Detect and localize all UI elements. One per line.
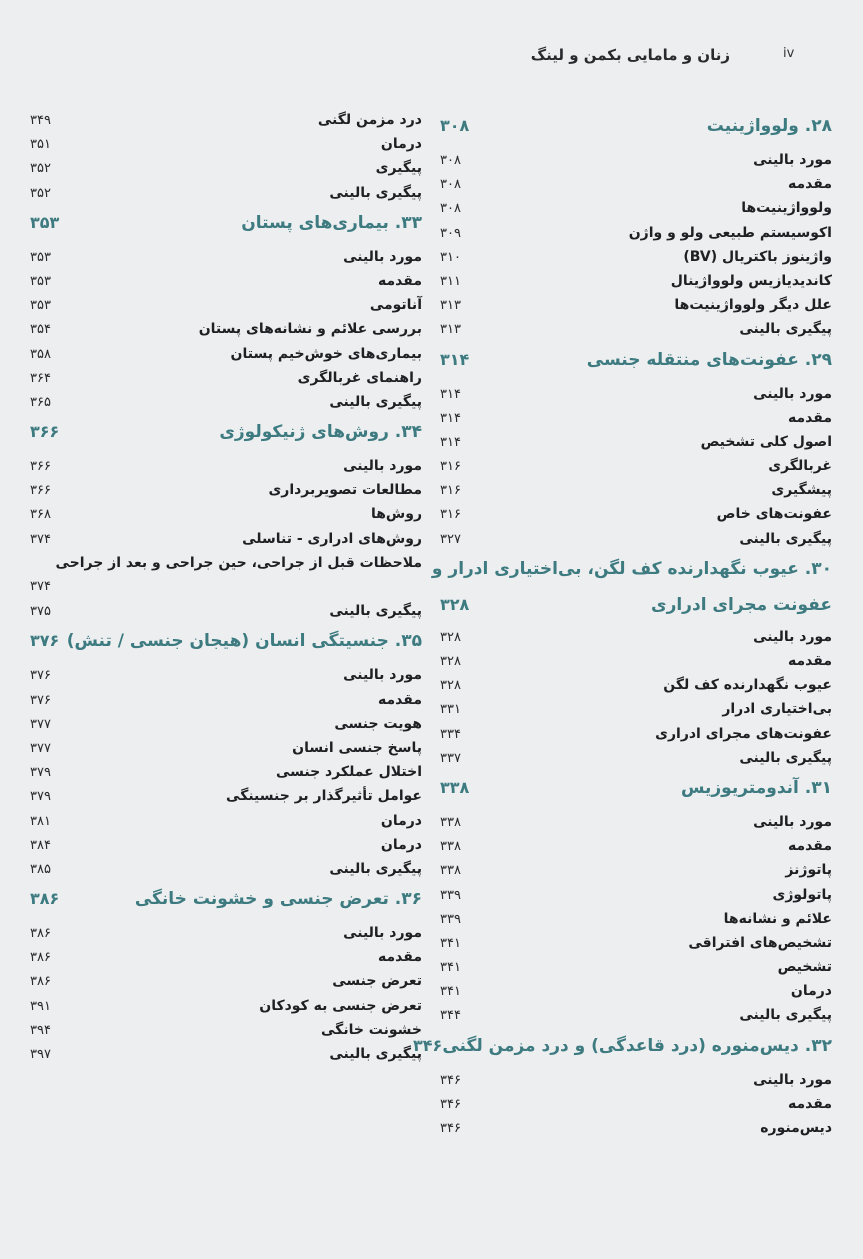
entry-page-number: ۳۳۸: [440, 814, 461, 830]
entry-title: درد مزمن لگنی: [317, 112, 422, 128]
toc-entry: [440, 1072, 832, 1096]
toc-entry: [440, 410, 832, 434]
toc-entry: [440, 726, 832, 750]
entry-title: درمان: [790, 983, 832, 1000]
entry-page-number: ۳۸۱: [30, 813, 51, 829]
entry-title: اکوسیستم طبیعی ولو و واژن: [628, 224, 832, 241]
entry-page-number: ۳۷۴: [30, 531, 51, 547]
entry-page-number: ۳۸۶: [30, 974, 51, 990]
entry-page-number: ۳۳۱: [440, 702, 461, 718]
entry-title: مقدمه: [788, 1095, 832, 1112]
entry-title: پیگیری بالینی: [739, 749, 832, 766]
entry-title: مقدمه: [378, 691, 422, 708]
entry-title: تشخیص: [777, 959, 832, 976]
entry-page-number: ۳۴۶: [440, 1072, 461, 1088]
entry-title: مورد بالینی: [343, 925, 422, 942]
entry-title: مورد بالینی: [753, 628, 832, 645]
chapter-page-number: ۳۸۶: [30, 889, 60, 909]
toc-entry: [30, 861, 422, 885]
entry-page-number: ۳۷۶: [30, 692, 51, 708]
toc-column-right: [413, 112, 832, 1144]
entry-title: مورد بالینی: [753, 385, 832, 402]
entry-page-number: ۳۳۹: [440, 887, 461, 903]
entry-title: روش‌های ادراری - تناسلی: [242, 530, 422, 547]
toc-entry: [440, 1096, 832, 1120]
entry-title: بیماری‌های خوش‌خیم پستان: [230, 345, 422, 362]
entry-page-number: ۳۵۳: [30, 298, 51, 314]
entry-title: مورد بالینی: [753, 813, 832, 830]
toc-entry: [30, 1046, 422, 1070]
chapter-title: ۳۱. آندومتریوزیس: [680, 777, 832, 798]
entry-page-number: ۳۱۶: [440, 483, 461, 499]
entry-title: علائم و نشانه‌ها: [723, 910, 832, 927]
toc-entry: [440, 983, 832, 1007]
toc-entry: [440, 1007, 832, 1031]
entry-title: مورد بالینی: [343, 458, 422, 475]
toc-entry: [30, 249, 422, 273]
entry-page-number: ۳۶۴: [30, 370, 51, 386]
toc-entry: [30, 370, 422, 394]
entry-title: پیگیری بالینی: [329, 1046, 422, 1062]
toc-entry: [30, 692, 422, 716]
entry-page-number: ۳۲۸: [440, 654, 461, 669]
toc-chapter-heading: [440, 774, 832, 814]
entry-title: درمان: [380, 812, 422, 829]
entry-title: درمان: [380, 836, 422, 853]
entry-title: ولوواژینیت‌ها: [741, 200, 832, 217]
toc-entry-continued: [30, 579, 422, 603]
chapter-title: ۳۰. عیوب نگهدارنده کف لگن، بی‌اختیاری ادرار و: [431, 558, 832, 579]
entry-page-number: ۳۲۸: [440, 629, 461, 645]
entry-title: غربالگری: [768, 458, 832, 475]
entry-page-number: ۳۸۶: [30, 950, 51, 966]
entry-page-number: ۳۳۷: [440, 750, 461, 766]
chapter-page-number: ۳۶۶: [30, 422, 60, 442]
chapter-title: ۳۳. بیماری‌های پستان: [241, 212, 422, 233]
toc-entry: [30, 925, 422, 949]
entry-page-number: ۳۴۶: [440, 1096, 461, 1112]
toc-entry: [440, 434, 832, 458]
chapter-page-number: ۳۵۳: [30, 212, 60, 232]
entry-page-number: ۳۷۵: [30, 604, 51, 620]
entry-page-number: ۳۷۶: [30, 668, 51, 684]
entry-title: علل دیگر ولوواژینیت‌ها: [674, 297, 832, 314]
toc-entry: [440, 701, 832, 725]
toc-entry: [30, 949, 422, 973]
entry-page-number: ۳۹۱: [30, 998, 51, 1014]
entry-title: مطالعات تصویربرداری: [268, 482, 422, 499]
chapter-title: ۲۹. عفونت‌های منتقله جنسی: [586, 349, 832, 370]
entry-page-number: ۳۴۶: [440, 1121, 461, 1136]
entry-page-number: ۳۰۸: [440, 201, 461, 217]
entry-page-number: ۳۵۲: [30, 161, 51, 177]
entry-title: پیگیری: [375, 160, 422, 177]
toc-entry: [440, 862, 832, 886]
entry-title: تعرض جنسی: [332, 973, 422, 990]
entry-title: پاتوژنز: [785, 862, 832, 879]
toc-entry: [440, 321, 832, 345]
entry-title: پیگیری بالینی: [329, 184, 422, 201]
toc-entry: [440, 200, 832, 224]
toc-chapter-heading: [440, 346, 832, 386]
chapter-title: ۲۸. ولوواژینیت: [706, 116, 832, 136]
toc-entry: [440, 935, 832, 959]
entry-page-number: ۳۰۸: [440, 177, 461, 193]
toc-entry: [30, 555, 422, 579]
entry-title: روش‌ها: [370, 506, 422, 523]
toc-entry: [440, 1120, 832, 1144]
entry-title: هویت جنسی: [334, 715, 422, 732]
entry-title: پیگیری بالینی: [329, 860, 422, 877]
entry-page-number: ۳۰۹: [440, 225, 461, 241]
toc-entry: [440, 458, 832, 482]
entry-page-number: ۳۳۸: [440, 863, 461, 879]
entry-page-number: ۳۴۱: [440, 960, 461, 976]
entry-page-number: ۳۷۴: [30, 579, 51, 594]
entry-page-number: ۳۱۴: [440, 434, 461, 450]
chapter-title: ۳۴. روش‌های ژنیکولوژی: [219, 422, 422, 443]
toc-entry: [440, 482, 832, 506]
toc-entry: [30, 185, 422, 209]
toc-entry: [30, 160, 422, 184]
toc-entry: [440, 677, 832, 701]
entry-title: عیوب نگهدارنده کف لگن: [663, 677, 832, 694]
entry-page-number: ۳۴۱: [440, 984, 461, 1000]
toc-entry: [440, 531, 832, 555]
toc-entry: [440, 887, 832, 911]
toc-entry: [30, 112, 422, 136]
entry-title: پیگیری بالینی: [329, 603, 422, 620]
chapter-title: ۳۲. دیس‌منوره (درد قاعدگی) و درد مزمن لگنی: [442, 1035, 832, 1056]
entry-page-number: ۳۵۸: [30, 346, 51, 362]
entry-title: مقدمه: [378, 272, 422, 289]
chapter-page-number: ۳۲۸: [440, 594, 470, 614]
toc-chapter-heading: [30, 627, 422, 667]
toc-entry: [440, 814, 832, 838]
toc-entry: [440, 838, 832, 862]
entry-title: اصول کلی تشخیص: [700, 433, 832, 450]
entry-page-number: ۳۵۱: [30, 137, 51, 153]
entry-page-number: ۳۵۳: [30, 273, 51, 289]
page-header: [0, 46, 863, 70]
toc-entry: [30, 998, 422, 1022]
chapter-page-number: ۳۷۶: [30, 631, 60, 651]
toc-entry: [440, 750, 832, 774]
entry-title: پاتولوژی: [772, 886, 832, 903]
entry-title: درمان: [380, 136, 422, 153]
entry-page-number: ۳۷۷: [30, 740, 51, 756]
entry-title: خشونت خانگی: [321, 1021, 422, 1038]
toc-entry: [30, 667, 422, 691]
entry-title: مقدمه: [788, 838, 832, 855]
toc-entry: [30, 458, 422, 482]
chapter-title: ۳۵. جنسیتگی انسان (هیجان جنسی / تنش): [66, 631, 422, 652]
entry-page-number: ۳۳۹: [440, 911, 461, 927]
entry-title: مورد بالینی: [343, 248, 422, 265]
entry-page-number: ۳۹۷: [30, 1047, 51, 1062]
entry-page-number: ۳۴۴: [440, 1008, 461, 1024]
entry-title: پیگیری بالینی: [739, 530, 832, 547]
entry-page-number: ۳۴۱: [440, 935, 461, 951]
book-title: زنان و مامایی بکمن و لینگ: [530, 46, 730, 64]
toc-entry: [30, 506, 422, 530]
entry-page-number: ۳۱۰: [440, 249, 461, 265]
toc-entry: [440, 506, 832, 530]
toc-entry: [440, 249, 832, 273]
entry-title: واژینوز باکتریال (BV): [683, 248, 832, 265]
toc-entry: [440, 386, 832, 410]
toc-entry: [30, 531, 422, 555]
entry-page-number: ۳۱۳: [440, 298, 461, 314]
entry-page-number: ۳۳۸: [440, 839, 461, 855]
chapter-page-number: ۳۳۸: [440, 777, 470, 797]
entry-title: تعرض جنسی به کودکان: [259, 997, 422, 1014]
entry-page-number: ۳۱۴: [440, 386, 461, 402]
entry-title: بی‌اختیاری ادرار: [722, 701, 832, 718]
entry-page-number: ۳۵۴: [30, 322, 51, 338]
entry-page-number: ۳۱۴: [440, 410, 461, 426]
toc-entry: [30, 297, 422, 321]
toc-entry: [30, 837, 422, 861]
entry-title: پیشگیری: [771, 482, 832, 499]
entry-page-number: ۳۸۵: [30, 861, 51, 877]
entry-title: آناتومی: [369, 297, 422, 314]
toc-entry: [440, 225, 832, 249]
entry-page-number: ۳۶۸: [30, 507, 51, 523]
entry-page-number: ۳۷۷: [30, 716, 51, 732]
toc-entry: [440, 297, 832, 321]
entry-page-number: ۳۹۴: [30, 1022, 51, 1038]
toc-entry: [30, 273, 422, 297]
entry-title: اختلال عملکرد جنسی: [275, 764, 422, 781]
toc-entry: [30, 740, 422, 764]
entry-title: پیگیری بالینی: [739, 321, 832, 338]
entry-page-number: ۳۸۴: [30, 837, 51, 853]
entry-page-number: ۳۷۹: [30, 789, 51, 805]
toc-chapter-heading: [431, 555, 832, 595]
entry-page-number: ۳۵۲: [30, 185, 51, 201]
toc-chapter-heading: [30, 209, 422, 249]
toc-chapter-heading: [30, 418, 422, 458]
entry-page-number: ۳۸۶: [30, 926, 51, 942]
toc-entry: [30, 321, 422, 345]
entry-page-number: ۳۱۶: [440, 507, 461, 523]
entry-title: کاندیدیازیس ولوواژینال: [670, 272, 832, 289]
toc-chapter-heading: [440, 112, 832, 152]
toc-entry: [440, 629, 832, 653]
toc-entry: [440, 152, 832, 176]
toc-entry: [30, 394, 422, 418]
toc-entry: [30, 716, 422, 740]
chapter-title-line2: عفونت مجرای ادراری: [650, 594, 832, 615]
entry-page-number: ۳۱۱: [440, 273, 461, 289]
entry-page-number: ۳۲۸: [440, 678, 461, 694]
entry-title: پیگیری بالینی: [739, 1007, 832, 1024]
toc-entry: [440, 653, 832, 677]
entry-title: پاسخ جنسی انسان: [292, 739, 422, 756]
chapter-page-number: ۳۰۸: [440, 116, 470, 135]
entry-title: عوامل تأثیرگذار بر جنسینگی: [226, 788, 422, 805]
toc-entry: [30, 136, 422, 160]
entry-page-number: ۳۴۹: [30, 113, 51, 128]
toc-entry: [440, 176, 832, 200]
toc-entry: [440, 911, 832, 935]
toc-entry: [30, 764, 422, 788]
entry-title: عفونت‌های مجرای ادراری: [655, 725, 832, 742]
entry-page-number: ۳۲۷: [440, 531, 461, 547]
entry-title: مقدمه: [788, 653, 832, 669]
entry-title: ملاحظات قبل از جراحی، حین جراحی و بعد از جراحی: [55, 554, 422, 571]
toc-entry: [30, 603, 422, 627]
chapter-title: ۳۶. تعرض جنسی و خشونت خانگی: [134, 889, 422, 910]
entry-title: مورد بالینی: [753, 1071, 832, 1088]
entry-title: مقدمه: [788, 176, 832, 193]
entry-page-number: ۳۷۹: [30, 765, 51, 781]
toc-chapter-heading: [413, 1032, 832, 1072]
entry-title: مقدمه: [788, 409, 832, 426]
entry-page-number: ۳۶۶: [30, 459, 51, 475]
toc-chapter-heading: [30, 885, 422, 925]
entry-title: مورد بالینی: [753, 152, 832, 168]
entry-page-number: ۳۳۴: [440, 726, 461, 742]
entry-title: دیس‌منوره: [760, 1120, 832, 1136]
toc-entry: [440, 273, 832, 297]
entry-title: پیگیری بالینی: [329, 393, 422, 410]
entry-page-number: ۳۱۶: [440, 459, 461, 475]
entry-title: مقدمه: [378, 949, 422, 966]
toc-entry: [30, 1022, 422, 1046]
entry-title: بررسی علائم و نشانه‌های پستان: [198, 321, 422, 338]
entry-page-number: ۳۵۳: [30, 249, 51, 265]
toc-entry: [30, 813, 422, 837]
toc-entry: [30, 346, 422, 370]
entry-title: تشخیص‌های افتراقی: [688, 934, 832, 951]
toc-entry: [30, 973, 422, 997]
page-number: iv: [783, 46, 795, 61]
chapter-page-number: ۳۴۶: [413, 1035, 443, 1055]
entry-page-number: ۳۱۳: [440, 322, 461, 338]
entry-page-number: ۳۰۸: [440, 153, 461, 168]
toc-chapter-heading-continued: [440, 595, 832, 629]
entry-page-number: ۳۶۵: [30, 394, 51, 410]
entry-title: عفونت‌های خاص: [716, 506, 832, 523]
entry-title: مورد بالینی: [343, 667, 422, 684]
toc-column-left: [30, 112, 422, 1070]
toc-entry: [30, 482, 422, 506]
toc-entry: [30, 788, 422, 812]
toc-entry: [440, 959, 832, 983]
chapter-page-number: ۳۱۴: [440, 349, 470, 369]
entry-title: راهنمای غربالگری: [297, 369, 422, 386]
entry-page-number: ۳۶۶: [30, 483, 51, 499]
